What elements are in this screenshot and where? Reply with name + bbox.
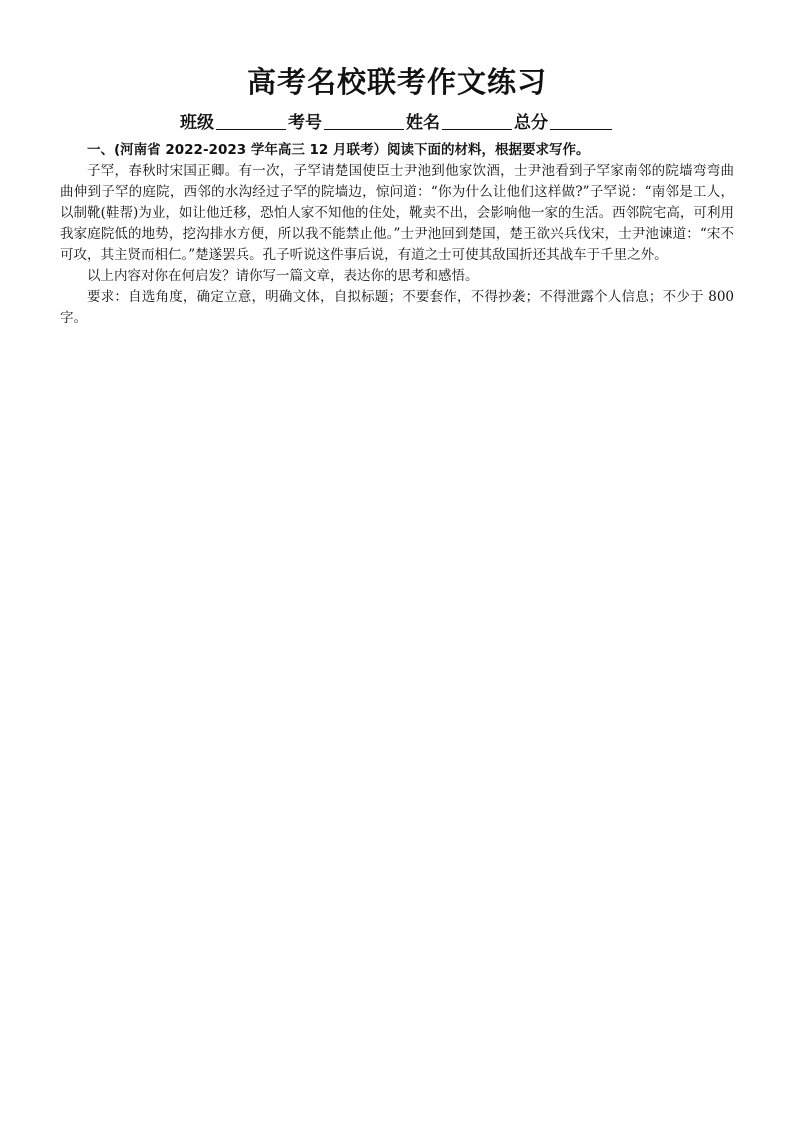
prompt-paragraph: 以上内容对你在何启发？请你写一篇文章，表达你的思考和感悟。 — [87, 268, 479, 284]
class-blank[interactable] — [216, 111, 286, 130]
question-heading: 一、(河南省 2022-2023 学年高三 12 月联考）阅读下面的材料，根据要求写作。 — [87, 142, 590, 158]
material-paragraph: 子罕，春秋时宋国正卿。有一次，子罕请楚国使臣士尹池到他家饮酒，士尹池看到子罕家南邻的院墙弯弯曲曲伸到子罕的庭院，西邻的水沟经过子罕的院墙边，惊问道：“你为什么让他们这样做?”子罕说：“南邻是工人，以制靴(鞋帮)为业，如让他迁移，恐怕人家不知他的住处，靴卖不出，会影响他一家的生活。西邻院宅高，可利用我家庭院低的地势，挖沟排水方便，所以我不能禁止他。”士尹池回到楚国，楚王欲兴兵伐宋，士尹池谏道：“宋不可攻，其主贤而相仁。”楚遂罢兵。孔子听说这件事后说，有道之士可使其敌国折还其战车于千里之外。 — [60, 163, 734, 263]
exam-id-label: 考号 — [288, 113, 322, 133]
exam-id-blank[interactable] — [324, 111, 404, 130]
student-info-line — [60, 110, 734, 136]
document-page — [60, 60, 734, 329]
name-label: 姓名 — [406, 113, 440, 133]
question-section — [60, 140, 734, 329]
class-label: 班级 — [180, 113, 214, 133]
page-title: 高考名校联考作文练习 — [246, 65, 547, 99]
total-score-label: 总分 — [514, 113, 548, 133]
total-score-blank[interactable] — [550, 111, 612, 130]
requirements-paragraph: 要求：自选角度，确定立意，明确文体，自拟标题；不要套作，不得抄袭；不得泄露个人信息；不少于 800 字。 — [60, 289, 734, 326]
name-blank[interactable] — [442, 111, 512, 130]
